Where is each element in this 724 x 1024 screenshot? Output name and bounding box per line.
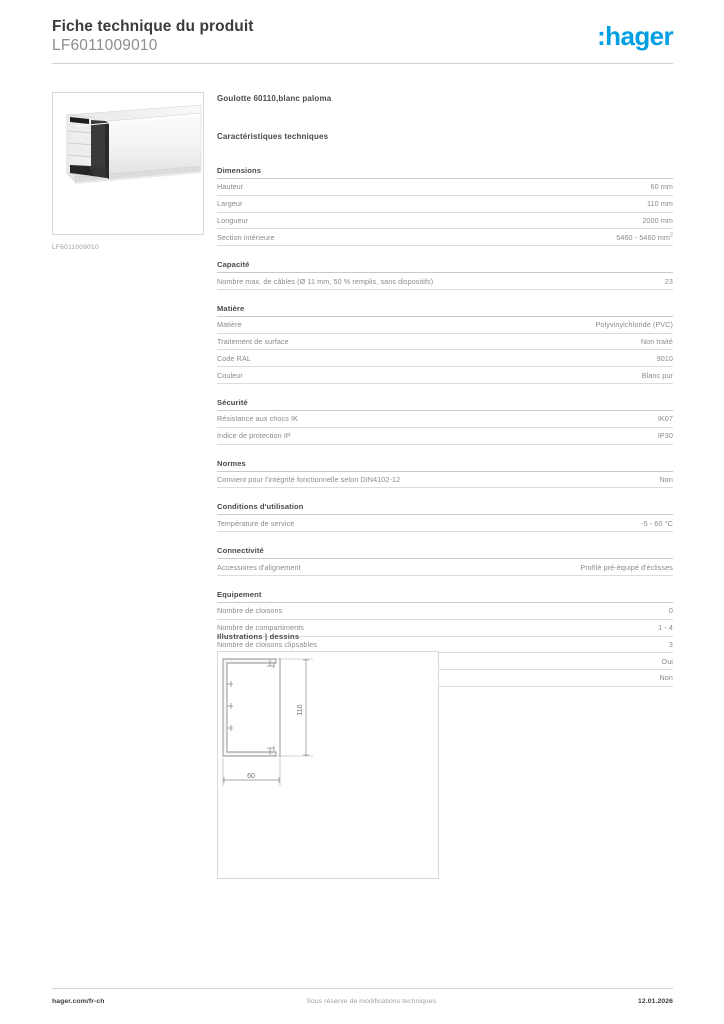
- spec-value: -5 - 60 °C: [641, 518, 673, 528]
- technical-drawing-box: [217, 651, 439, 879]
- spec-label: Nombre de compartiments: [217, 623, 304, 633]
- spec-group-heading: Equipement: [217, 590, 673, 603]
- spec-label: Convient pour l'intégrité fonctionnelle selon DIN4102-12: [217, 474, 401, 484]
- drawings-section: [217, 632, 673, 879]
- spec-row: [217, 367, 673, 384]
- spec-row: [217, 317, 673, 334]
- header-divider: [52, 63, 673, 64]
- spec-value: Polyvinylchloride (PVC): [595, 320, 673, 330]
- spec-value: 110 mm: [646, 199, 673, 209]
- product-figure: [52, 92, 204, 251]
- spec-group: [217, 459, 673, 489]
- dimension-label-width: 60: [247, 773, 255, 780]
- spec-label: Nombre max. de câbles (Ø 11 mm, 50 % remplis, sans dispositifs): [217, 276, 434, 286]
- spec-value: 23: [664, 276, 673, 286]
- product-name: Goulotte 60110,blanc paloma: [217, 94, 332, 103]
- spec-value: Oui: [661, 656, 673, 666]
- product-reference: LF6011009010: [52, 37, 158, 54]
- dimension-label-height: 110: [297, 704, 304, 716]
- spec-group-heading: Matière: [217, 304, 673, 317]
- page-header: [52, 18, 673, 64]
- spec-value: 3: [668, 639, 673, 649]
- spec-label: Accessoires d'alignement: [217, 562, 301, 572]
- spec-row: [217, 515, 673, 532]
- footer-disclaimer: Sous réserve de modifications techniques: [306, 998, 437, 1005]
- spec-row: [217, 603, 673, 620]
- spec-row: [217, 273, 673, 290]
- footer-website[interactable]: hager.com/fr-ch: [52, 998, 105, 1005]
- spec-label: Hauteur: [217, 182, 244, 192]
- spec-row: [217, 334, 673, 351]
- spec-row: [217, 196, 673, 213]
- spec-row: [217, 229, 673, 246]
- spec-group-heading: Sécurité: [217, 398, 673, 411]
- spec-group-heading: Conditions d'utilisation: [217, 502, 673, 515]
- footer-date: 12.01.2026: [637, 998, 673, 1005]
- specifications-title: Caractéristiques techniques: [217, 132, 329, 141]
- spec-value: 60 mm: [650, 182, 673, 192]
- product-image-caption: LF6011009010: [52, 244, 99, 251]
- spec-value-superscript: 2: [670, 232, 673, 239]
- spec-label: Température de service: [217, 518, 295, 528]
- spec-label: Section intérieure: [217, 232, 275, 242]
- spec-group-heading: Capacité: [217, 260, 673, 273]
- spec-row: [217, 213, 673, 230]
- spec-value: Blanc pur: [641, 370, 673, 380]
- spec-label: Nombre de cloisons: [217, 606, 283, 616]
- spec-value: Non: [659, 673, 673, 683]
- spec-row: [217, 472, 673, 489]
- spec-row: [217, 179, 673, 196]
- spec-value: Profilé pré-équipé d'éclisses: [580, 562, 673, 572]
- spec-group-heading: Connectivité: [217, 546, 673, 559]
- spec-row: [217, 559, 673, 576]
- spec-label: Indice de protection IP: [217, 431, 291, 441]
- spec-label: Matière: [217, 320, 242, 330]
- spec-group: [217, 546, 673, 576]
- spec-group-heading: Normes: [217, 459, 673, 472]
- page-title: Fiche technique du produit: [52, 18, 254, 35]
- spec-groups-container: [217, 166, 673, 687]
- specifications-panel: [217, 94, 673, 687]
- spec-group: [217, 260, 673, 290]
- spec-value: Non traité: [640, 337, 673, 347]
- spec-label: Largeur: [217, 199, 243, 209]
- spec-value: 0: [668, 606, 673, 616]
- spec-value: Non: [659, 474, 673, 484]
- drawings-heading: Illustrations | dessins: [217, 632, 300, 641]
- spec-value: 9010: [656, 353, 673, 363]
- hager-logo: :hager: [597, 21, 673, 51]
- product-photo-cable-trunking: [53, 93, 203, 234]
- spec-value: 1 - 4: [658, 623, 673, 633]
- spec-group: [217, 502, 673, 532]
- spec-label: Nombre de cloisons clipsables: [217, 639, 317, 649]
- spec-label: Couleur: [217, 370, 243, 380]
- spec-label: Résistance aux chocs IK: [217, 414, 299, 424]
- spec-group: [217, 398, 673, 445]
- spec-group: [217, 304, 673, 384]
- product-image-box: [52, 92, 204, 235]
- spec-label: Code RAL: [217, 353, 251, 363]
- spec-value: IP30: [657, 431, 673, 441]
- spec-row: [217, 411, 673, 428]
- spec-label: Longueur: [217, 215, 249, 225]
- footer-divider: [52, 988, 673, 989]
- spec-value: IK07: [657, 414, 673, 424]
- spec-value-text: 5460 - 5460 mm: [616, 232, 670, 242]
- spec-group: [217, 166, 673, 246]
- spec-label: Traitement de surface: [217, 337, 289, 347]
- technical-drawing-cross-section: [218, 652, 438, 878]
- spec-row: [217, 428, 673, 445]
- page-footer: [52, 998, 673, 1005]
- spec-group-heading: Dimensions: [217, 166, 673, 179]
- spec-value: 2000 mm: [642, 215, 673, 225]
- spec-row: [217, 350, 673, 367]
- spec-value: [606, 233, 673, 242]
